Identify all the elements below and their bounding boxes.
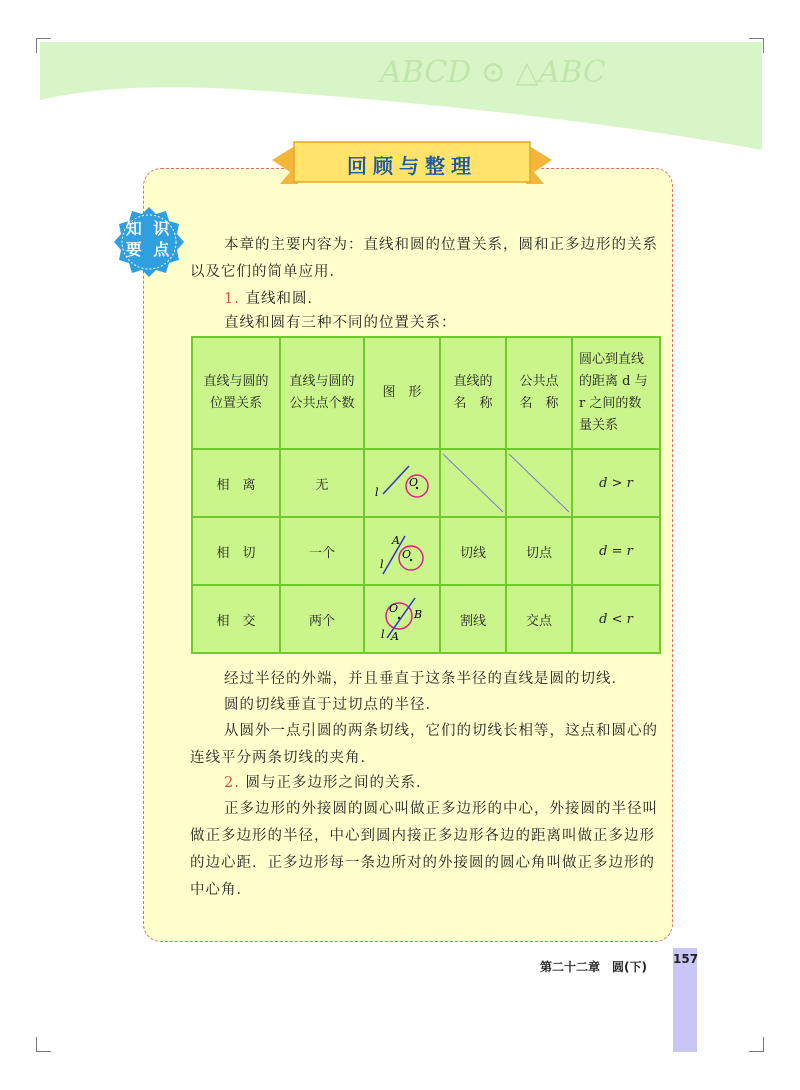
quant-cell: d > r <box>572 449 660 517</box>
header-text: 图 形 <box>382 385 422 400</box>
point-name-cell: 切点 <box>506 517 572 585</box>
section-title: 回顾与整理 <box>347 154 477 178</box>
header-cell <box>192 337 280 449</box>
tangent-figure <box>365 520 439 582</box>
point-name-cell <box>506 449 572 517</box>
center-label: O <box>409 476 419 489</box>
section2-number: 2. <box>224 775 240 791</box>
header-cell <box>280 337 364 449</box>
point-a-label: A <box>391 630 399 643</box>
point-name-cell: 交点 <box>506 585 572 653</box>
badge <box>112 218 186 260</box>
tangent-property: 圆的切线垂直于过切点的半径． <box>224 697 441 713</box>
chapter-title: 第二十二章 圆(下) <box>540 960 647 974</box>
figure-cell <box>364 585 440 653</box>
count-cell: 无 <box>280 449 364 517</box>
header-cell <box>572 337 660 449</box>
line-name-cell: 切线 <box>440 517 506 585</box>
point-a-label: A <box>392 534 400 547</box>
relation-cell: 相 交 <box>192 585 280 653</box>
header-text: 直线与圆的公共点个数 <box>289 374 355 411</box>
header-cell <box>364 337 440 449</box>
relation-cell: 相 切 <box>192 517 280 585</box>
table-row <box>192 449 660 517</box>
line-name-cell <box>440 449 506 517</box>
count-cell: 一个 <box>280 517 364 585</box>
line-name-cell: 割线 <box>440 585 506 653</box>
figure-cell <box>364 517 440 585</box>
center-label: O <box>402 548 412 561</box>
polygon-definitions: 正多边形的外接圆的圆心叫做正多边形的中心，外接圆的半径叫做正多边形的半径，中心到圆内接正多边形各边的距离叫做正多边形的边心距．正多边形每一条边所对的外接圆的圆心角叫做正多边形的中心角． <box>190 801 658 898</box>
header-text: 圆心到直线的距离 d 与 r 之间的数量关系 <box>579 352 648 433</box>
table-intro: 直线和圆有三种不同的位置关系： <box>224 315 457 331</box>
point-b-label: B <box>414 608 423 621</box>
page-number: 157 <box>673 952 699 966</box>
header-decor-text: ABCD ⊙ △ABC <box>380 55 606 90</box>
tangent-length-theorem: 从圆外一点引圆的两条切线，它们的切线长相等，这点和圆心的连线平分两条切线的夹角． <box>190 723 658 766</box>
table-row <box>192 517 660 585</box>
header-text: 公共点名 称 <box>519 374 559 411</box>
section2-heading <box>224 770 694 797</box>
center-label: O <box>389 602 399 615</box>
count-cell: 两个 <box>280 585 364 653</box>
line-label: l <box>380 558 384 571</box>
quant-cell: d = r <box>572 517 660 585</box>
section2-title: 圆与正多边形之间的关系． <box>245 775 432 791</box>
separate-figure <box>365 452 439 514</box>
header-cell <box>506 337 572 449</box>
crop-mark <box>749 1037 764 1052</box>
header-text: 直线与圆的位置关系 <box>203 374 269 411</box>
section1-title: 直线和圆． <box>245 291 323 307</box>
relations-table <box>191 336 661 654</box>
secant-figure <box>365 588 439 650</box>
table-row <box>192 585 660 653</box>
badge-line2: 要 点 <box>125 240 173 259</box>
crop-mark <box>36 1037 51 1052</box>
table-header-row <box>192 337 660 449</box>
diagonal-slash <box>507 452 571 514</box>
line-label: l <box>375 486 379 499</box>
intro-paragraph: 本章的主要内容为：直线和圆的位置关系，圆和正多边形的关系以及它们的简单应用． <box>190 237 658 280</box>
figure-cell <box>364 449 440 517</box>
tangent-criterion: 经过半径的外端，并且垂直于这条半径的直线是圆的切线． <box>224 671 627 687</box>
badge-line1: 知 识 <box>125 219 173 238</box>
section1-heading <box>224 286 694 313</box>
quant-cell: d < r <box>572 585 660 653</box>
section1-number: 1. <box>224 291 240 307</box>
diagonal-slash <box>441 452 505 514</box>
header-cell <box>440 337 506 449</box>
relation-cell: 相 离 <box>192 449 280 517</box>
line-label: l <box>381 628 385 641</box>
header-text: 直线的名 称 <box>453 374 493 411</box>
